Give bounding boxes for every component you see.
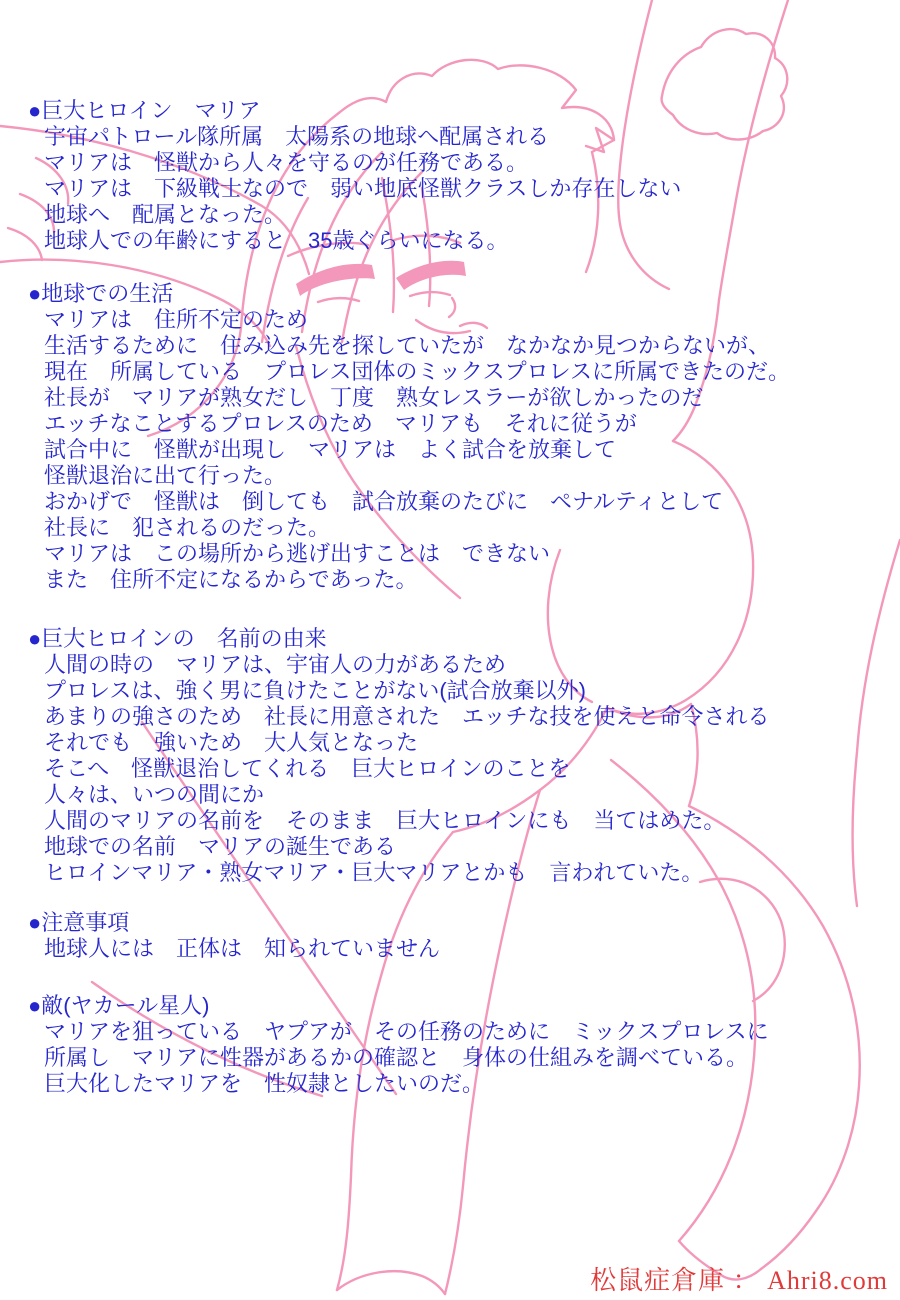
text-line: 所属し マリアに性器があるかの確認と 身体の仕組みを調べている。 bbox=[44, 1045, 749, 1070]
section-enemy bbox=[28, 993, 769, 1097]
text-line: 地球人での年齢にすると 35歳ぐらいになる。 bbox=[44, 228, 509, 253]
text-line: マリアは 住所不定のため bbox=[44, 307, 309, 332]
text-line: マリアは 怪獣から人々を守るのが任務である。 bbox=[44, 150, 529, 175]
text-line: また 住所不定になるからであった。 bbox=[44, 567, 418, 592]
text-line: ●巨大ヒロインの 名前の由来 bbox=[28, 626, 327, 651]
text-line: マリアは 下級戦士なので 弱い地底怪獣クラスしか存在しない bbox=[44, 176, 682, 201]
text-line: 怪獣退治に出て行った。 bbox=[44, 463, 287, 488]
text-line: エッチなことするプロレスのため マリアも それに従うが bbox=[44, 411, 637, 436]
section-life-on-earth bbox=[28, 281, 790, 593]
text-line: マリアを狙っている ヤプアが その任務のために ミックスプロレスに bbox=[44, 1019, 769, 1044]
section-heroine-profile bbox=[28, 98, 681, 254]
text-line: プロレスは、強く男に負けたことがない(試合放棄以外) bbox=[44, 678, 586, 703]
text-line: ●地球での生活 bbox=[28, 281, 174, 306]
text-line: ●巨大ヒロイン マリア bbox=[28, 98, 261, 123]
text-line: 生活するために 住み込み先を探していたが なかなか見つからないが、 bbox=[44, 333, 771, 358]
text-line: マリアは この場所から逃げ出すことは できない bbox=[44, 541, 551, 566]
text-line: そこへ 怪獣退治してくれる 巨大ヒロインのことを bbox=[44, 756, 571, 781]
text-line: 巨大化したマリアを 性奴隷としたいのだ。 bbox=[44, 1071, 485, 1096]
text-line: あまりの強さのため 社長に用意された エッチな技を使えと命令される bbox=[44, 704, 770, 729]
text-line: 現在 所属している プロレス団体のミックスプロレスに所属できたのだ。 bbox=[44, 359, 791, 384]
text-line: ●注意事項 bbox=[28, 910, 130, 935]
text-line: 地球人には 正体は 知られていません bbox=[44, 936, 441, 961]
section-caution bbox=[28, 910, 440, 962]
text-line: 社長に 犯されるのだった。 bbox=[44, 515, 331, 540]
text-line: ●敵(ヤカール星人) bbox=[28, 993, 210, 1018]
text-line: 人間のマリアの名前を そのまま 巨大ヒロインにも 当てはめた。 bbox=[44, 808, 726, 833]
text-line: 試合中に 怪獣が出現し マリアは よく試合を放棄して bbox=[44, 437, 617, 462]
text-line: 社長が マリアが熟女だし 丁度 熟女レスラーが欲しかったのだ bbox=[44, 385, 704, 410]
watermark: 松鼠症倉庫 ： Ahri8.com bbox=[590, 1266, 888, 1295]
text-line: 人間の時の マリアは、宇宙人の力があるため bbox=[44, 652, 507, 677]
section-name-origin bbox=[28, 626, 770, 886]
text-line: ヒロインマリア・熟女マリア・巨大マリアとかも 言われていた。 bbox=[44, 860, 704, 885]
text-line: おかげで 怪獣は 倒しても 試合放棄のたびに ペナルティとして bbox=[44, 489, 724, 514]
text-line: 地球での名前 マリアの誕生である bbox=[44, 834, 397, 859]
text-line: 宇宙パトロール隊所属 太陽系の地球へ配属される bbox=[44, 124, 550, 149]
text-line: それでも 強いため 大人気となった bbox=[44, 730, 419, 755]
text-line: 地球へ 配属となった。 bbox=[44, 202, 287, 227]
text-line: 人々は、いつの間にか bbox=[44, 782, 265, 807]
